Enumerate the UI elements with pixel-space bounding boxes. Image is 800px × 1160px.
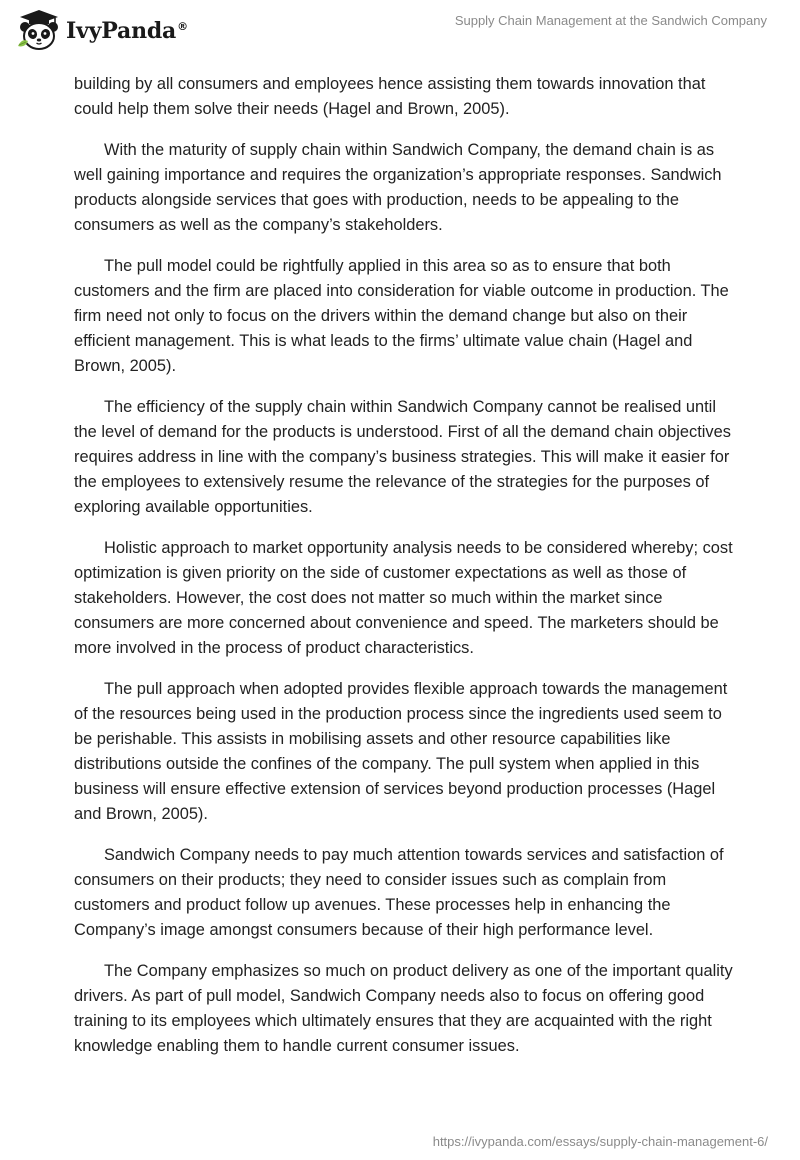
paragraph: With the maturity of supply chain within Sandwich Company, the demand chain is as well gaining importance and requires the organization’s appropriate responses. Sandwich products alongside services that goes with production, needs to be appealing to the consumers as well as the company’s stakeholders. xyxy=(74,141,722,234)
paragraph: building by all consumers and employees hence assisting them towards innovation that could help them solve their needs (Hagel and Brown, 2005). xyxy=(74,75,706,118)
paragraph: Holistic approach to market opportunity analysis needs to be considered whereby; cost optimization is given priority on the side of customer expectations as well as those of stakeholders. However, the cost does not matter so much within the market since consumers are more concerned about convenience and speed. The marketers should be more involved in the process of product characteristics. xyxy=(74,539,733,657)
paragraph: The pull model could be rightfully applied in this area so as to ensure that both customers and the firm are placed into consideration for viable outcome in production. The firm need not only to focus on the drivers within the demand change but also on their efficient management. This is what leads to the firms’ ultimate value chain (Hagel and Brown, 2005). xyxy=(74,257,729,375)
essay-body xyxy=(74,72,734,1075)
brand-logo[interactable] xyxy=(16,8,188,52)
paragraph: Sandwich Company needs to pay much attention towards services and satisfaction of consumers on their products; they need to consider issues such as complain from customers and product follow up avenues. These processes help in enhancing the Company’s image amongst consumers because of their high performance level. xyxy=(74,846,724,939)
source-url-link[interactable]: https://ivypanda.com/essays/supply-chain-management-6/ xyxy=(432,1134,768,1149)
document-title: Supply Chain Management at the Sandwich Company xyxy=(454,13,767,28)
paragraph: The efficiency of the supply chain within Sandwich Company cannot be realised until the level of demand for the products is understood. First of all the demand chain objectives requires address in line with the company’s business strategies. This will make it easier for the employees to extensively resume the relevance of the strategies for the purposes of exploring available opportunities. xyxy=(74,398,731,516)
paragraph: The Company emphasizes so much on product delivery as one of the important quality drivers. As part of pull model, Sandwich Company needs also to focus on offering good training to its employees which ultimately ensures that they are acquainted with the right knowledge enabling them to handle current consumer issues. xyxy=(74,962,733,1055)
paragraph: The pull approach when adopted provides flexible approach towards the management of the resources being used in the production process since the ingredients used seem to be perishable. This assists in mobilising assets and other resource capabilities like distributions outside the confines of the company. The pull system when applied in this business will ensure effective extension of services beyond production processes (Hagel and Brown, 2005). xyxy=(74,680,728,823)
panda-graduate-icon xyxy=(16,8,62,52)
brand-name: IvyPanda® xyxy=(66,18,188,44)
page-header xyxy=(0,0,800,60)
